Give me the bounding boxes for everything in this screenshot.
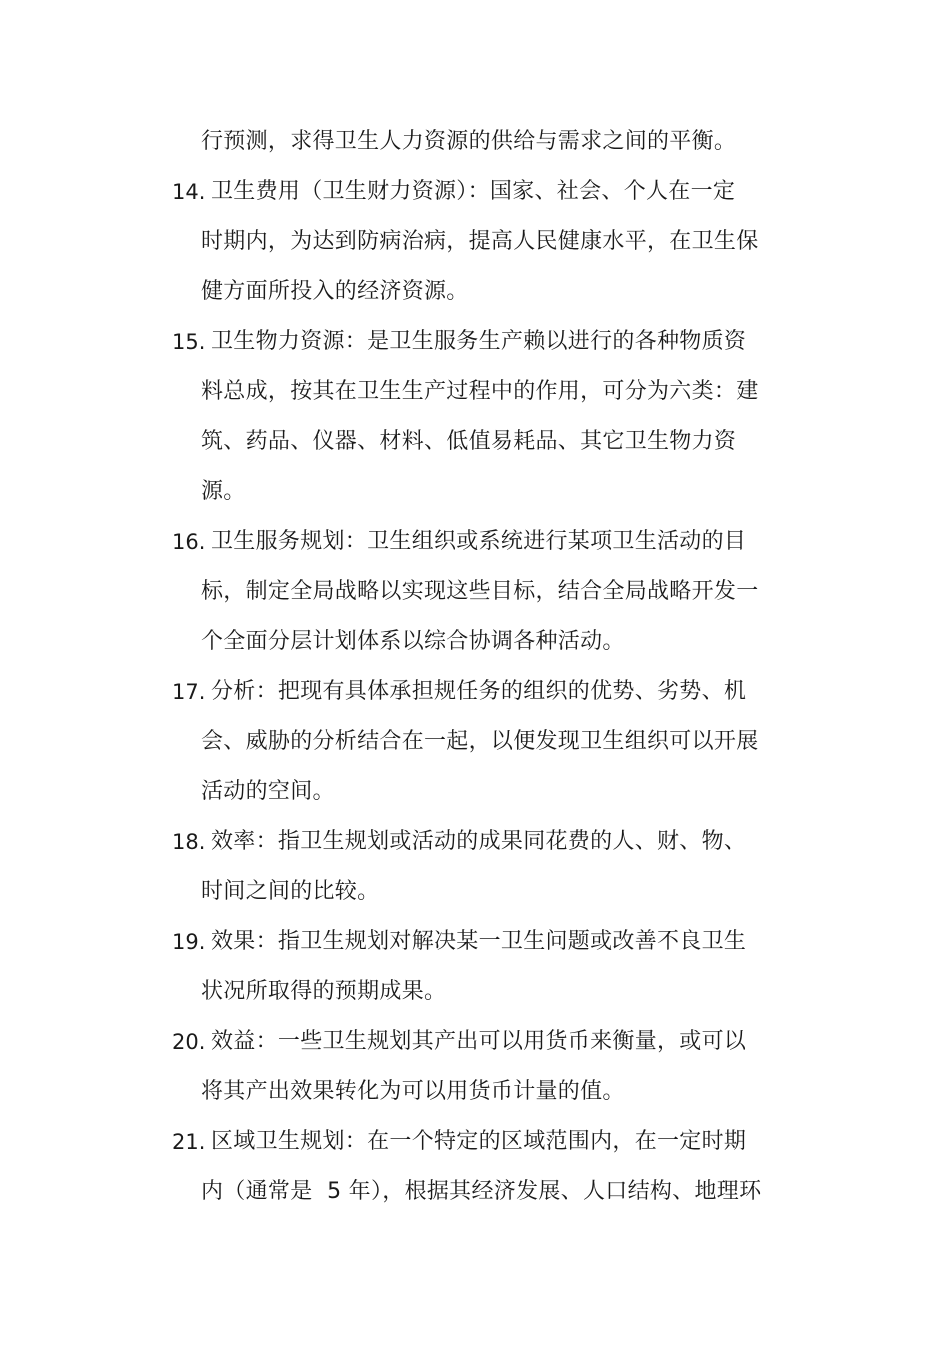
paragraph-line: 卫生物力资源：是卫生服务生产赖以进行的各种物质资	[211, 329, 747, 354]
paragraph-line: 分析：把现有具体承担规任务的组织的优势、劣势、机	[211, 679, 747, 704]
paragraph-line: 效率：指卫生规划或活动的成果同花费的人、财、物、	[211, 829, 747, 854]
item-number: 18.	[172, 830, 206, 854]
paragraph-line: 状况所取得的预期成果。	[201, 979, 447, 1004]
paragraph-line: 活动的空间。	[201, 779, 335, 804]
item-number: 14.	[172, 180, 206, 204]
paragraph-line: 源。	[201, 479, 246, 504]
paragraph-line: 筑、药品、仪器、材料、低值易耗品、其它卫生物力资	[201, 429, 737, 454]
item-number: 20.	[172, 1030, 206, 1054]
paragraph-line: 时间之间的比较。	[201, 879, 380, 904]
paragraph-line: 标，制定全局战略以实现这些目标，结合全局战略开发一	[201, 579, 759, 604]
paragraph-line: 健方面所投入的经济资源。	[201, 279, 469, 304]
item-number: 17.	[172, 680, 206, 704]
paragraph-line: 区域卫生规划：在一个特定的区域范围内，在一定时期	[211, 1129, 747, 1154]
paragraph-line: 效果：指卫生规划对解决某一卫生问题或改善不良卫生	[211, 929, 747, 954]
item-number: 21.	[172, 1130, 206, 1154]
paragraph-line: 行预测，求得卫生人力资源的供给与需求之间的平衡。	[201, 129, 737, 154]
item-number: 19.	[172, 930, 206, 954]
item-number: 16.	[172, 530, 206, 554]
paragraph-line: 内（通常是 5 年），根据其经济发展、人口结构、地理环	[201, 1179, 762, 1204]
paragraph-line: 卫生服务规划：卫生组织或系统进行某项卫生活动的目	[211, 529, 747, 554]
paragraph-line: 个全面分层计划体系以综合协调各种活动。	[201, 629, 625, 654]
paragraph-line: 效益：一些卫生规划其产出可以用货币来衡量，或可以	[211, 1029, 747, 1054]
item-number: 15.	[172, 330, 206, 354]
paragraph-line: 料总成，按其在卫生生产过程中的作用，可分为六类：建	[201, 379, 759, 404]
paragraph-line: 卫生费用（卫生财力资源）：国家、社会、个人在一定	[211, 179, 736, 204]
paragraph-line: 时期内，为达到防病治病，提高人民健康水平，在卫生保	[201, 229, 759, 254]
paragraph-line: 将其产出效果转化为可以用货币计量的值。	[201, 1079, 625, 1104]
paragraph-line: 会、威胁的分析结合在一起，以便发现卫生组织可以开展	[201, 729, 759, 754]
